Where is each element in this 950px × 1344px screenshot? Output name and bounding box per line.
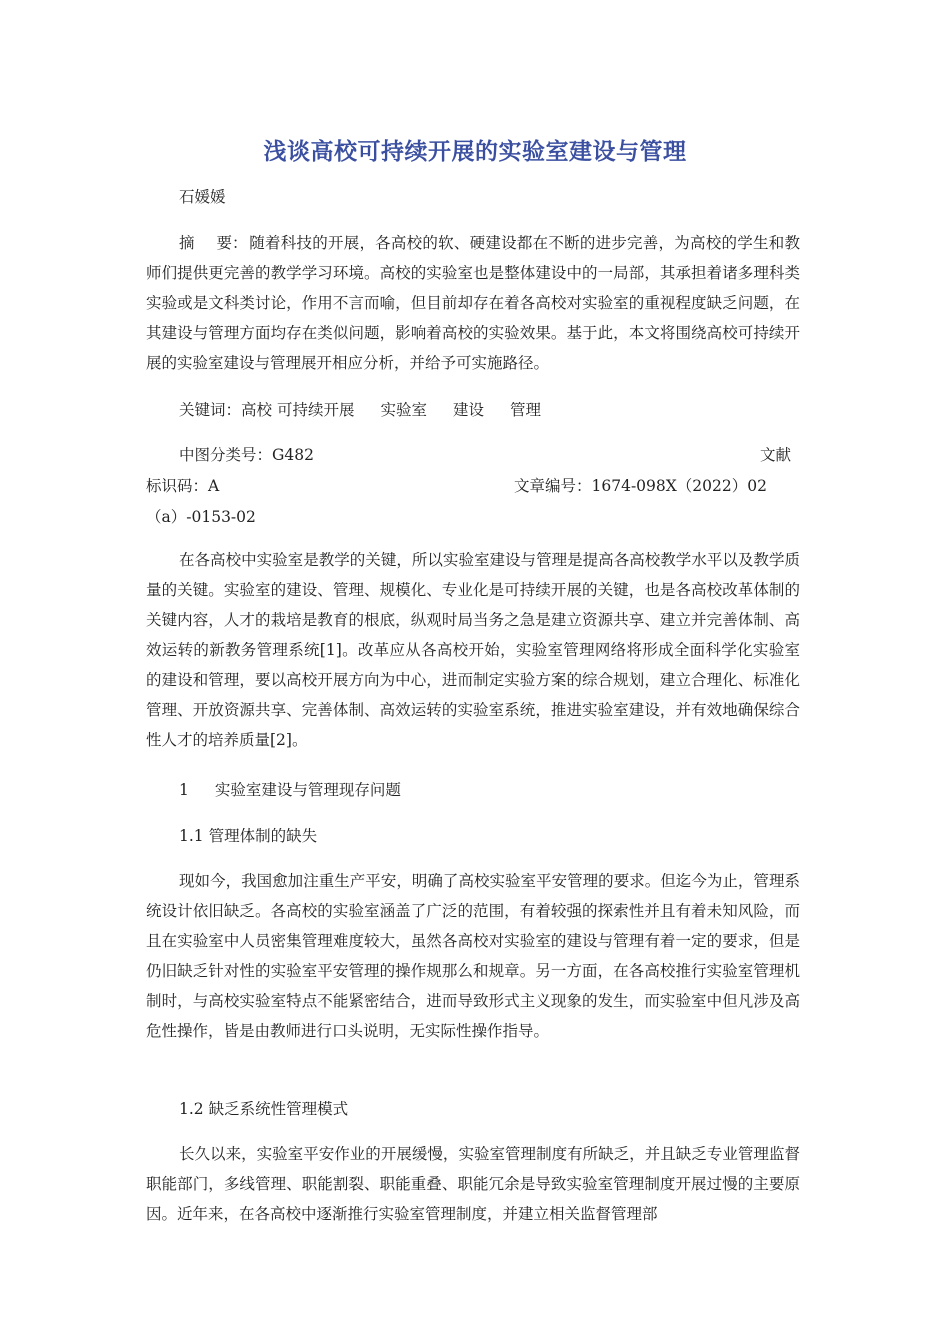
- section-1-1-heading: 1.1 管理体制的缺失: [179, 827, 318, 845]
- author-name: 石媛媛: [179, 188, 226, 206]
- keyword-item: 建设: [452, 401, 484, 419]
- keyword-item: 管理: [509, 401, 541, 419]
- article-title: 浅谈高校可持续开展的实验室建设与管理: [263, 139, 687, 165]
- abstract-label: 摘 要：: [179, 234, 248, 252]
- keyword-item: 实验室: [380, 401, 427, 419]
- doc-code-label: 文献: [760, 446, 792, 464]
- intro-paragraph: 在各高校中实验室是教学的关键，所以实验室建设与管理是提高各高校教学水平以及教学质量的关键。实验室的建设、管理、规模化、专业化是可持续开展的关键，也是各高校改革体制的关键内容，人才的栽培是教育的根底，纵观时局当务之急是建立资源共享、建立并完善体制、高效运转的新教务管理系统[1]。改革应从各高校开始，实验室管理网络将形成全面科学化实验室的建设和管理，要以高校开展方向为中心，进而制定实验方案的综合规划，建立合理化、标准化管理、开放资源共享、完善体制、高效运转的实验室系统，推进实验室建设，并有效地确保综合性人才的培养质量[2]。: [146, 551, 800, 749]
- section-number: 1: [179, 781, 189, 799]
- abstract-paragraph: [146, 228, 800, 378]
- clc-number: 中图分类号：G482: [179, 446, 314, 464]
- abstract-text: 随着科技的开展，各高校的软、硬建设都在不断的进步完善，为高校的学生和教师们提供更完善的教学学习环境。高校的实验室也是整体建设中的一局部，其承担着诸多理科类实验或是文科类讨论，作用不言而喻，但目前却存在着各高校对实验室的重视程度缺乏问题，在其建设与管理方面均存在类似问题，影响着高校的实验效果。基于此，本文将围绕高校可持续开展的实验室建设与管理展开相应分析，并给予可实施路径。: [146, 234, 800, 372]
- article-number-continued: （a）-0153-02: [146, 508, 256, 526]
- section-1-2-paragraph: 长久以来，实验室平安作业的开展缓慢，实验室管理制度有所缺乏，并且缺乏专业管理监督职能部门，多线管理、职能割裂、职能重叠、职能冗余是导致实验室管理制度开展过慢的主要原因。近年来，在各高校中逐渐推行实验室管理制度，并建立相关监督管理部: [146, 1145, 800, 1223]
- keywords-label: 关键词：: [179, 401, 242, 419]
- section-1-heading: [179, 775, 401, 805]
- article-number: 文章编号：1674-098X（2022）02: [514, 477, 767, 495]
- keywords-line: [179, 395, 541, 425]
- doc-code-value: 标识码：A: [146, 477, 220, 495]
- section-1-1-paragraph: 现如今，我国愈加注重生产平安，明确了高校实验室平安管理的要求。但迄今为止，管理系统设计依旧缺乏。各高校的实验室涵盖了广泛的范围，有着较强的探索性并且有着未知风险，而且在实验室中人员密集管理难度较大，虽然各高校对实验室的建设与管理有着一定的要求，但是仍旧缺乏针对性的实验室平安管理的操作规那么和规章。另一方面，在各高校推行实验室管理机制时，与高校实验室特点不能紧密结合，进而导致形式主义现象的发生，而实验室中但凡涉及高危性操作，皆是由教师进行口头说明，无实际性操作指导。: [146, 872, 800, 1040]
- section-title: 实验室建设与管理现存问题: [214, 781, 401, 799]
- keyword-item: 高校 可持续开展: [241, 401, 355, 419]
- section-1-2-heading: 1.2 缺乏系统性管理模式: [179, 1100, 349, 1118]
